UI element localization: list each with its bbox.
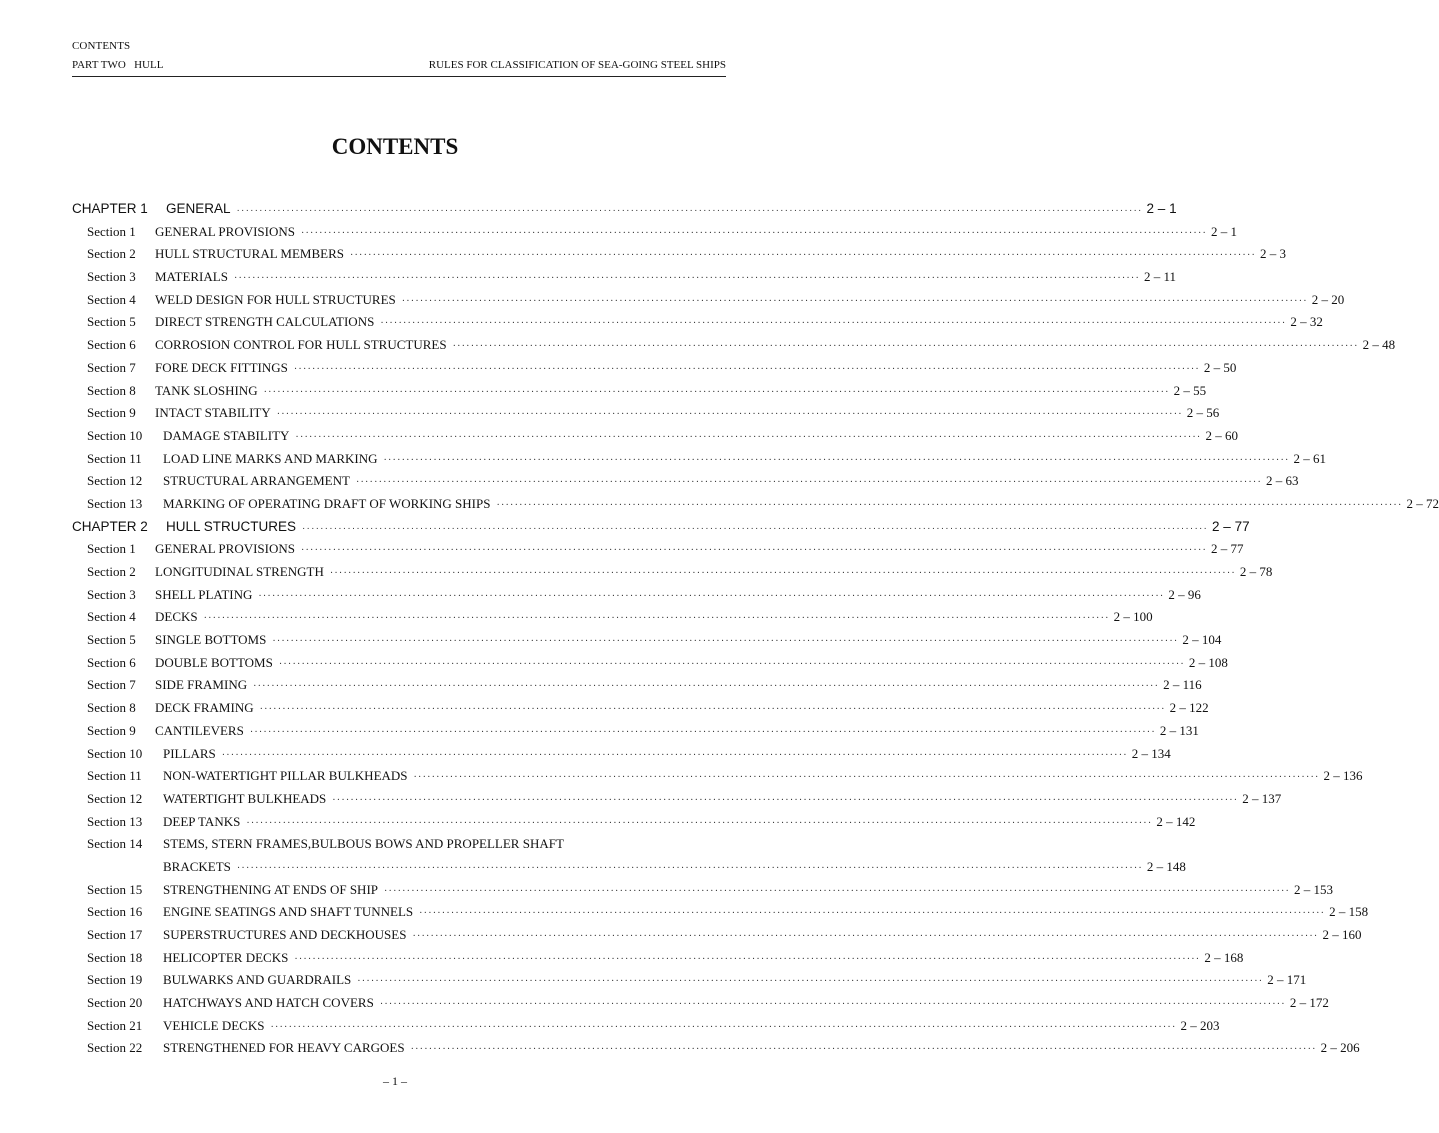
toc-entry-page: 2 – 55: [1173, 382, 1207, 398]
toc-section-entry[interactable]: [72, 269, 1176, 292]
dot-leader: ········································································································································································································: [302, 522, 1209, 534]
toc-entry-page: 2 – 171: [1267, 972, 1307, 988]
toc-entry-number: Section 13: [87, 813, 143, 829]
dot-leader: ········································································································································································································: [379, 999, 1286, 1011]
dot-leader: ········································································································································································································: [233, 273, 1140, 285]
toc-entry-page: 2 – 172: [1289, 995, 1329, 1011]
toc-entry-number: Section 12: [87, 473, 143, 489]
toc-entry-title: BRACKETS: [163, 858, 231, 874]
toc-entry-page: 2 – 108: [1188, 654, 1228, 670]
toc-entry-title: PILLARS: [163, 745, 216, 761]
dot-leader: ········································································································································································································: [278, 658, 1185, 670]
toc-entry-page: 2 – 48: [1362, 337, 1396, 353]
toc-entry-title: ENGINE SEATINGS AND SHAFT TUNNELS: [163, 904, 414, 920]
toc-section-entry[interactable]: [72, 700, 1209, 723]
toc-chapter-entry[interactable]: [72, 201, 1177, 224]
toc-section-entry[interactable]: [72, 813, 1196, 837]
toc-entry-page: 2 – 116: [1163, 677, 1202, 693]
dot-leader: ········································································································································································································: [332, 794, 1239, 806]
toc-entry-page: 2 – 168: [1204, 949, 1244, 965]
toc-section-entry[interactable]: [72, 405, 1220, 428]
toc-entry-number: Section 8: [87, 382, 136, 398]
toc-entry-title: MATERIALS: [155, 269, 228, 285]
toc-entry-page: 2 – 153: [1294, 881, 1334, 897]
toc-entry-title: HATCHWAYS AND HATCH COVERS: [163, 995, 374, 1011]
toc-section-entry[interactable]: [72, 722, 1199, 746]
dot-leader: ········································································································································································································: [355, 477, 1262, 489]
toc-entry-page: 2 – 72: [1406, 495, 1439, 511]
toc-section-entry[interactable]: [72, 609, 1153, 632]
toc-section-entry[interactable]: [72, 654, 1228, 678]
toc-entry-number: Section 11: [87, 768, 142, 784]
dot-leader: ········································································································································································································: [203, 613, 1110, 625]
toc-section-entry[interactable]: [72, 1040, 1360, 1063]
toc-entry-page: 2 – 148: [1146, 858, 1186, 874]
toc-entry-title: VEHICLE DECKS: [163, 1017, 265, 1033]
dot-leader: ········································································································································································································: [272, 636, 1179, 648]
running-header-right: RULES FOR CLASSIFICATION OF SEA-GOING STEEL SHIPS: [428, 59, 726, 71]
toc-entry-title: CANTILEVERS: [155, 722, 244, 738]
toc-entry-page: 2 – 63: [1265, 473, 1299, 489]
toc-entry-title: HULL STRUCTURAL MEMBERS: [155, 246, 344, 262]
table-of-contents: [72, 201, 1439, 1063]
toc-entry-title: SHELL PLATING: [155, 586, 253, 602]
toc-entry-title: HULL STRUCTURES: [166, 518, 297, 534]
toc-entry-page: 2 – 77: [1212, 518, 1250, 534]
dot-leader: ········································································································································································································: [236, 862, 1143, 874]
toc-section-entry[interactable]: [72, 949, 1244, 973]
toc-section-entry[interactable]: [72, 836, 726, 859]
toc-section-entry[interactable]: [72, 1017, 1220, 1041]
toc-section-entry[interactable]: [72, 495, 1439, 519]
toc-entry-title: GENERAL PROVISIONS: [155, 223, 295, 239]
running-header-top: CONTENTS: [72, 40, 131, 52]
toc-section-entry[interactable]: [72, 450, 1327, 474]
toc-entry-title: GENERAL: [166, 201, 231, 216]
toc-entry-title: LONGITUDINAL STRENGTH: [155, 564, 324, 579]
toc-entry-number: Section 8: [87, 700, 136, 716]
toc-entry-title: LOAD LINE MARKS AND MARKING: [163, 450, 378, 466]
toc-section-entry[interactable]: [72, 790, 1282, 814]
running-header-left: PART TWO HULL: [72, 59, 164, 71]
toc-entry-page: 2 – 100: [1113, 609, 1153, 625]
toc-entry-number: Section 5: [87, 314, 136, 330]
toc-chapter-entry[interactable]: [72, 518, 1250, 542]
toc-entry-page: 2 – 131: [1159, 722, 1199, 738]
dot-leader: ········································································································································································································: [249, 726, 1156, 738]
toc-section-entry[interactable]: [72, 927, 1362, 950]
dot-leader: ········································································································································································································: [496, 499, 1403, 511]
toc-entry-page: 2 – 1: [1211, 223, 1238, 239]
toc-entry-page: 2 – 160: [1322, 927, 1362, 942]
dot-leader: ········································································································································································································: [412, 931, 1319, 942]
toc-entry-title: GENERAL PROVISIONS: [155, 541, 295, 557]
toc-section-entry[interactable]: [72, 972, 1307, 995]
toc-entry-page: 2 – 206: [1320, 1040, 1360, 1056]
toc-entry-number: Section 16: [87, 904, 143, 920]
toc-entry-title: DEEP TANKS: [163, 813, 241, 829]
toc-entry-number: Section 4: [87, 609, 136, 625]
toc-entry-number: Section 20: [87, 995, 143, 1011]
toc-entry-title: WATERTIGHT BULKHEADS: [163, 790, 327, 806]
toc-entry-number: Section 18: [87, 949, 143, 965]
dot-leader: ········································································································································································································: [276, 409, 1183, 421]
toc-entry-number: Section 6: [87, 337, 136, 353]
toc-entry-page: 2 – 77: [1211, 541, 1244, 557]
dot-leader: ········································································································································································································: [259, 704, 1166, 716]
toc-entry-title: DAMAGE STABILITY: [163, 427, 290, 443]
toc-entry-number: CHAPTER 1: [72, 201, 148, 216]
toc-entry-page: 2 – 3: [1260, 246, 1287, 262]
dot-leader: ········································································································································································································: [329, 568, 1236, 579]
toc-section-entry[interactable]: [72, 382, 1207, 406]
toc-entry-number: Section 10: [87, 427, 143, 443]
toc-entry-title: FORE DECK FITTINGS: [155, 359, 288, 375]
toc-entry-title: DIRECT STRENGTH CALCULATIONS: [155, 314, 375, 330]
toc-entry-number: Section 1: [87, 541, 136, 557]
dot-leader: ········································································································································································································: [410, 1044, 1317, 1056]
toc-entry-number: Section 10: [87, 745, 143, 761]
toc-entry-page: 2 – 20: [1311, 291, 1345, 307]
toc-entry-title: HELICOPTER DECKS: [163, 949, 289, 965]
toc-entry-title: STRUCTURAL ARRANGEMENT: [163, 473, 350, 489]
toc-entry-page: 2 – 203: [1180, 1017, 1220, 1033]
dot-leader: ········································································································································································································: [270, 1021, 1177, 1033]
toc-section-entry[interactable]: [72, 881, 1334, 905]
toc-entry-page: 2 – 158: [1329, 904, 1369, 920]
toc-entry-title: WELD DESIGN FOR HULL STRUCTURES: [155, 291, 396, 307]
dot-leader: ········································································································································································································: [295, 431, 1202, 443]
toc-entry-page: 2 – 11: [1143, 269, 1176, 285]
toc-entry-page: 2 – 78: [1239, 564, 1273, 579]
toc-entry-title: NON-WATERTIGHT PILLAR BULKHEADS: [163, 768, 408, 784]
toc-section-entry[interactable]: [72, 337, 1396, 360]
toc-entry-number: Section 9: [87, 722, 136, 738]
toc-section-entry[interactable]: [72, 564, 1273, 587]
toc-entry-title: DECK FRAMING: [155, 700, 254, 716]
toc-entry-page: 2 – 134: [1131, 745, 1171, 761]
toc-section-entry[interactable]: [72, 314, 1323, 337]
toc-entry-title: SUPERSTRUCTURES AND DECKHOUSES: [163, 927, 407, 942]
toc-section-entry[interactable]: [72, 768, 1363, 791]
toc-entry-number: Section 3: [87, 586, 136, 602]
toc-entry-page: 2 – 56: [1186, 405, 1220, 421]
dot-leader: ········································································································································································································: [258, 590, 1165, 602]
toc-entry-page: 2 – 50: [1203, 359, 1237, 375]
toc-section-entry[interactable]: [72, 745, 1171, 769]
dot-leader: ········································································································································································································: [401, 295, 1308, 307]
toc-entry-number: Section 11: [87, 450, 142, 466]
dot-leader: ········································································································································································································: [301, 227, 1208, 239]
toc-entry-number: Section 2: [87, 564, 136, 579]
toc-section-entry[interactable]: [72, 246, 1287, 269]
toc-entry-number: Section 5: [87, 632, 136, 648]
toc-entry-title: INTACT STABILITY: [155, 405, 271, 421]
toc-entry-title: CORROSION CONTROL FOR HULL STRUCTURES: [155, 337, 447, 353]
toc-section-entry[interactable]: [72, 291, 1345, 315]
dot-leader: ········································································································································································································: [301, 545, 1208, 557]
toc-entry-title: STEMS, STERN FRAMES,BULBOUS BOWS AND PROPELLER SHAFT: [163, 836, 564, 852]
toc-entry-page: 2 – 122: [1169, 700, 1209, 716]
dot-leader: ········································································································································································································: [221, 749, 1128, 761]
toc-entry-number: Section 7: [87, 359, 136, 375]
dot-leader: ········································································································································································································: [246, 817, 1153, 829]
page-title: CONTENTS: [331, 134, 459, 159]
toc-section-entry[interactable]: [72, 223, 1238, 247]
dot-leader: ········································································································································································································: [419, 908, 1326, 920]
dot-leader: ········································································································································································································: [253, 681, 1160, 693]
toc-entry-number: Section 9: [87, 405, 136, 421]
toc-section-entry[interactable]: [72, 473, 1299, 496]
toc-entry-title: STRENGTHENED FOR HEAVY CARGOES: [163, 1040, 405, 1056]
toc-section-entry[interactable]: [72, 904, 1369, 927]
toc-entry-title: TANK SLOSHING: [155, 382, 258, 398]
toc-entry-page: 2 – 104: [1182, 632, 1222, 648]
toc-entry-title: MARKING OF OPERATING DRAFT OF WORKING SHIPS: [163, 495, 491, 511]
header-rule: [72, 76, 726, 77]
toc-entry-number: Section 22: [87, 1040, 143, 1056]
toc-entry-number: Section 2: [87, 246, 136, 262]
dot-leader: ········································································································································································································: [452, 341, 1359, 353]
toc-entry-number: Section 6: [87, 654, 136, 670]
toc-entry-page: 2 – 136: [1323, 768, 1363, 784]
toc-entry-page: 2 – 137: [1242, 790, 1282, 806]
toc-entry-number: Section 17: [87, 927, 143, 942]
toc-entry-number: Section 19: [87, 972, 143, 988]
toc-entry-title: BULWARKS AND GUARDRAILS: [163, 972, 352, 988]
toc-entry-number: Section 15: [87, 881, 143, 897]
toc-entry-page: 2 – 142: [1156, 813, 1196, 829]
dot-leader: ········································································································································································································: [293, 363, 1200, 375]
toc-entry-page: 2 – 60: [1205, 427, 1238, 443]
toc-entry-number: Section 1: [87, 223, 136, 239]
toc-entry-number: Section 14: [87, 836, 143, 852]
toc-entry-page: 2 – 96: [1168, 586, 1201, 602]
toc-entry-title: SINGLE BOTTOMS: [155, 632, 267, 648]
dot-leader: ········································································································································································································: [383, 454, 1290, 466]
toc-entry-page: 2 – 1: [1146, 201, 1177, 216]
toc-entry-page: 2 – 32: [1290, 314, 1323, 330]
toc-section-entry[interactable]: [72, 427, 1238, 451]
toc-entry-number: Section 4: [87, 291, 136, 307]
toc-entry-title: STRENGTHENING AT ENDS OF SHIP: [163, 881, 379, 897]
dot-leader: ········································································································································································································: [236, 205, 1143, 216]
toc-section-entry[interactable]: [72, 677, 1202, 700]
page-number: – 1 –: [383, 1074, 407, 1088]
toc-entry-page: 2 – 61: [1293, 450, 1327, 466]
dot-leader: ········································································································································································································: [384, 885, 1291, 897]
toc-entry-number: Section 12: [87, 790, 143, 806]
dot-leader: ········································································································································································································: [294, 953, 1201, 965]
dot-leader: ········································································································································································································: [350, 250, 1257, 262]
toc-entry-number: CHAPTER 2: [72, 518, 148, 534]
toc-section-entry[interactable]: [72, 541, 1244, 564]
toc-section-entry[interactable]: [72, 995, 1329, 1018]
toc-entry-number: Section 7: [87, 677, 136, 693]
toc-section-entry[interactable]: [72, 359, 1237, 383]
toc-section-entry[interactable]: [72, 586, 1201, 610]
toc-entry-continuation[interactable]: [72, 858, 1186, 882]
dot-leader: ········································································································································································································: [380, 318, 1287, 330]
toc-entry-number: Section 21: [87, 1017, 143, 1033]
dot-leader: ········································································································································································································: [263, 386, 1170, 398]
toc-entry-number: Section 13: [87, 495, 143, 511]
toc-entry-title: SIDE FRAMING: [155, 677, 248, 693]
dot-leader: ········································································································································································································: [357, 976, 1264, 988]
toc-entry-title: DOUBLE BOTTOMS: [155, 654, 273, 670]
running-header: [72, 59, 726, 71]
toc-entry-title: DECKS: [155, 609, 198, 625]
dot-leader: ········································································································································································································: [413, 772, 1320, 784]
toc-section-entry[interactable]: [72, 632, 1222, 655]
toc-entry-number: Section 3: [87, 269, 136, 285]
